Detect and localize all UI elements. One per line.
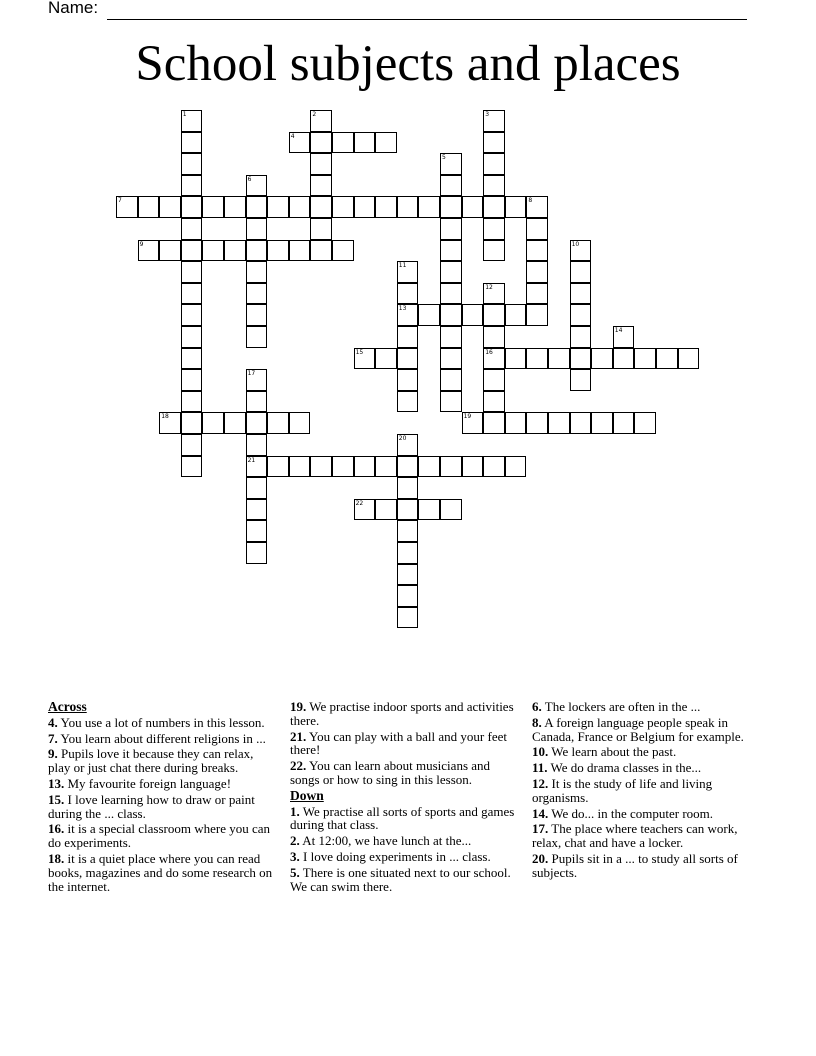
crossword-cell[interactable] [505, 304, 527, 326]
crossword-cell[interactable] [483, 283, 505, 305]
crossword-cell[interactable] [548, 348, 570, 370]
crossword-cell[interactable] [397, 607, 419, 629]
crossword-cell[interactable] [440, 391, 462, 413]
crossword-cell[interactable] [138, 196, 160, 218]
crossword-cell[interactable] [591, 412, 613, 434]
clue-text: it is a quiet place where you can read books, magazines and do some research on the internet. [48, 850, 273, 894]
cell-number: 3 [485, 111, 490, 118]
crossword-cell[interactable] [526, 218, 548, 240]
crossword-cell[interactable] [397, 326, 419, 348]
clue-text: We learn about the past. [548, 744, 677, 760]
crossword-cell[interactable] [613, 326, 635, 348]
cell-number: 9 [139, 240, 144, 248]
worksheet-title: School subjects and places [135, 36, 681, 92]
clue-across-9 [48, 747, 274, 775]
crossword-cell[interactable] [375, 132, 397, 154]
clue-down-14 [532, 807, 768, 821]
crossword-cell[interactable] [246, 261, 268, 283]
crossword-cell[interactable] [246, 283, 268, 305]
crossword-cell[interactable] [526, 196, 548, 218]
clues-column-1 [48, 700, 274, 895]
clue-down-1 [290, 805, 516, 833]
crossword-cell[interactable] [483, 110, 505, 132]
crossword-cell[interactable] [440, 326, 462, 348]
cell-number: 8 [528, 197, 533, 205]
crossword-cell[interactable] [462, 304, 484, 326]
crossword-cell[interactable] [418, 196, 440, 218]
crossword-cell[interactable] [462, 196, 484, 218]
clue-text: I love learning how to draw or paint during the ... class. [48, 791, 255, 821]
crossword-cell[interactable] [462, 456, 484, 478]
crossword-cell[interactable] [267, 240, 289, 262]
crossword-cell[interactable] [397, 391, 419, 413]
crossword-cell[interactable] [440, 283, 462, 305]
crossword-cell[interactable] [570, 326, 592, 348]
clue-text: You learn about different religions in ... [57, 730, 266, 746]
crossword-cell[interactable] [505, 196, 527, 218]
crossword-cell[interactable] [440, 261, 462, 283]
clue-number: 20. [532, 850, 549, 866]
crossword-cell[interactable] [246, 196, 268, 218]
crossword-cell[interactable] [246, 520, 268, 542]
clue-text: I love doing experiments in ... class. [299, 848, 491, 864]
crossword-cell[interactable] [246, 304, 268, 326]
crossword-cell[interactable] [505, 456, 527, 478]
clue-down-8 [532, 716, 768, 744]
clue-number: 1. [290, 803, 300, 819]
clue-down-20 [532, 852, 768, 880]
clue-text: It is the study of life and living organisms. [532, 775, 713, 805]
cell-number: 1 [182, 111, 187, 118]
crossword-cell[interactable] [483, 369, 505, 391]
clue-number: 21. [290, 728, 307, 744]
clue-number: 10. [532, 744, 549, 760]
crossword-cell[interactable] [267, 196, 289, 218]
crossword-cell[interactable] [418, 304, 440, 326]
crossword-cell[interactable] [483, 196, 505, 218]
cell-number: 18 [161, 413, 169, 421]
crossword-cell[interactable] [440, 499, 462, 521]
clue-number: 22. [290, 758, 307, 774]
crossword-cell[interactable] [181, 391, 203, 413]
crossword-cell[interactable] [354, 499, 376, 521]
cell-number: 5 [442, 154, 446, 162]
crossword-cell[interactable] [591, 348, 613, 370]
crossword-cell[interactable] [289, 240, 311, 262]
crossword-cell[interactable] [332, 240, 354, 262]
crossword-cell[interactable] [246, 477, 268, 499]
clue-number: 17. [532, 821, 549, 837]
crossword-cell[interactable] [224, 412, 246, 434]
crossword-cell[interactable] [246, 218, 268, 240]
crossword-cell[interactable] [613, 412, 635, 434]
crossword-cell[interactable] [181, 348, 203, 370]
crossword-cell[interactable] [310, 153, 332, 175]
cell-number: 15 [355, 348, 364, 356]
clue-number: 4. [48, 714, 58, 730]
crossword-cell[interactable] [483, 218, 505, 240]
cell-number: 11 [398, 262, 407, 270]
crossword-cell[interactable] [397, 477, 419, 499]
crossword-cell[interactable] [397, 196, 419, 218]
crossword-cell[interactable] [505, 348, 527, 370]
cell-number: 7 [118, 197, 122, 205]
clues-column-3 [532, 700, 768, 882]
crossword-cell[interactable] [181, 261, 203, 283]
crossword-cell[interactable] [483, 132, 505, 154]
clue-text: We do... in the computer room. [548, 805, 714, 821]
crossword-cell[interactable] [181, 283, 203, 305]
crossword-cell[interactable] [526, 304, 548, 326]
crossword-cell[interactable] [181, 175, 203, 197]
cell-number: 17 [247, 370, 256, 378]
clue-text: A foreign language people speak in Canada, France or Belgium for example. [532, 714, 744, 744]
cell-number: 10 [571, 240, 580, 248]
crossword-cell[interactable] [375, 196, 397, 218]
crossword-cell[interactable] [440, 240, 462, 262]
crossword-cell[interactable] [483, 304, 505, 326]
crossword-cell[interactable] [634, 348, 656, 370]
crossword-cell[interactable] [570, 304, 592, 326]
clue-number: 8. [532, 714, 542, 730]
crossword-cell[interactable] [656, 348, 678, 370]
clue-number: 5. [290, 864, 300, 880]
crossword-cell[interactable] [246, 240, 268, 262]
clues-column-2 [290, 700, 516, 895]
crossword-cell[interactable] [181, 218, 203, 240]
crossword-cell[interactable] [246, 499, 268, 521]
crossword-cell[interactable] [678, 348, 700, 370]
crossword-cell[interactable] [375, 348, 397, 370]
crossword-cell[interactable] [440, 218, 462, 240]
crossword-cell[interactable] [570, 348, 592, 370]
crossword-cell[interactable] [440, 196, 462, 218]
cell-number: 21 [247, 456, 256, 464]
crossword-cell[interactable] [526, 348, 548, 370]
crossword-cell[interactable] [246, 542, 268, 564]
cell-number: 19 [463, 413, 472, 421]
crossword-cell[interactable] [483, 456, 505, 478]
crossword-cell[interactable] [181, 369, 203, 391]
crossword-cell[interactable] [310, 196, 332, 218]
crossword-cell[interactable] [332, 132, 354, 154]
crossword-cell[interactable] [224, 196, 246, 218]
crossword-cell[interactable] [526, 261, 548, 283]
crossword-cell[interactable] [159, 240, 181, 262]
crossword-cell[interactable] [310, 456, 332, 478]
cell-number: 16 [485, 348, 493, 356]
crossword-cell[interactable] [310, 175, 332, 197]
crossword-cell[interactable] [354, 456, 376, 478]
clue-number: 12. [532, 775, 549, 791]
clue-number: 13. [48, 775, 65, 791]
crossword-cell[interactable] [397, 542, 419, 564]
crossword-cell[interactable] [181, 412, 203, 434]
crossword-cell[interactable] [246, 369, 268, 391]
clue-text: The lockers are often in the ... [541, 699, 701, 714]
clue-text: it is a special classroom where you can do experiments. [48, 821, 271, 851]
crossword-cell[interactable] [526, 412, 548, 434]
crossword-cell[interactable] [526, 240, 548, 262]
crossword-cell[interactable] [570, 261, 592, 283]
crossword-cell[interactable] [181, 456, 203, 478]
crossword-cell[interactable] [181, 434, 203, 456]
crossword-cell[interactable] [397, 369, 419, 391]
clue-number: 14. [532, 805, 549, 821]
crossword-cell[interactable] [289, 196, 311, 218]
crossword-cell[interactable] [440, 175, 462, 197]
crossword-cell[interactable] [224, 240, 246, 262]
crossword-cell[interactable] [202, 196, 224, 218]
crossword-cell[interactable] [483, 348, 505, 370]
crossword-cell[interactable] [246, 434, 268, 456]
crossword-cell[interactable] [310, 240, 332, 262]
crossword-cell[interactable] [397, 585, 419, 607]
crossword-cell[interactable] [181, 240, 203, 262]
clue-down-12 [532, 777, 768, 805]
clue-text: We practise all sorts of sports and games during that class. [290, 803, 515, 833]
crossword-cell[interactable] [440, 456, 462, 478]
crossword-cell[interactable] [505, 412, 527, 434]
crossword-cell[interactable] [289, 456, 311, 478]
clue-number: 9. [48, 746, 58, 762]
crossword-cell[interactable] [289, 132, 311, 154]
clue-text: Pupils love it because they can relax, play or just chat there during breaks. [48, 746, 254, 776]
crossword-cell[interactable] [310, 132, 332, 154]
crossword-cell[interactable] [246, 326, 268, 348]
clue-down-17 [532, 822, 768, 850]
crossword-cell[interactable] [116, 196, 138, 218]
crossword-cell[interactable] [483, 326, 505, 348]
clue-number: 3. [290, 848, 300, 864]
clue-number: 16. [48, 821, 65, 837]
down-heading: Down [290, 787, 324, 803]
crossword-cell[interactable] [181, 132, 203, 154]
crossword-cell[interactable] [462, 412, 484, 434]
crossword-cell[interactable] [483, 412, 505, 434]
crossword-cell[interactable] [246, 456, 268, 478]
cell-number: 22 [355, 499, 364, 507]
crossword-cell[interactable] [483, 391, 505, 413]
clue-text: You can learn about musicians and songs or how to sing in this lesson. [290, 758, 491, 787]
clue-number: 18. [48, 850, 65, 866]
crossword-cell[interactable] [634, 412, 656, 434]
clue-down-3 [290, 850, 516, 864]
cell-number: 2 [312, 111, 317, 118]
crossword-cell[interactable] [440, 153, 462, 175]
clue-text: You can play with a ball and your feet there! [290, 728, 507, 758]
clue-text: The place where teachers can work, relax, chat and have a locker. [532, 821, 738, 851]
crossword-cell[interactable] [548, 412, 570, 434]
crossword-cell[interactable] [375, 456, 397, 478]
crossword-cell[interactable] [397, 564, 419, 586]
clue-number: 19. [290, 699, 307, 714]
clue-text: We do drama classes in the... [547, 760, 702, 776]
crossword-cell[interactable] [332, 456, 354, 478]
crossword-cell[interactable] [440, 348, 462, 370]
clue-number: 11. [532, 760, 548, 776]
crossword-cell[interactable] [483, 240, 505, 262]
clue-across-16 [48, 822, 274, 850]
crossword-cell[interactable] [354, 348, 376, 370]
cell-number: 6 [247, 175, 252, 183]
clue-across-4 [48, 716, 274, 730]
crossword-cell[interactable] [397, 348, 419, 370]
crossword-cell[interactable] [181, 110, 203, 132]
clue-number: 6. [532, 699, 542, 714]
crossword-cell[interactable] [397, 261, 419, 283]
cell-number: 20 [398, 435, 407, 442]
crossword-cell[interactable] [267, 456, 289, 478]
crossword-cell[interactable] [332, 196, 354, 218]
crossword-cell[interactable] [267, 412, 289, 434]
clue-down-2 [290, 834, 516, 848]
crossword-cell[interactable] [181, 304, 203, 326]
clue-text: At 12:00, we have lunch at the... [299, 833, 472, 849]
clue-text: There is one situated next to our school. We can swim there. [290, 864, 511, 894]
clue-text: We practise indoor sports and activities there. [290, 699, 514, 728]
clue-across-13 [48, 777, 274, 791]
crossword-cell[interactable] [159, 196, 181, 218]
clue-number: 15. [48, 791, 65, 807]
crossword-cell[interactable] [570, 412, 592, 434]
crossword-cell[interactable] [397, 520, 419, 542]
crossword-cell[interactable] [570, 283, 592, 305]
clue-down-10 [532, 745, 768, 759]
clue-down-5 [290, 866, 516, 894]
crossword-cell[interactable] [418, 456, 440, 478]
crossword-cell[interactable] [310, 218, 332, 240]
crossword-cell[interactable] [354, 196, 376, 218]
crossword-cell[interactable] [246, 391, 268, 413]
crossword-cell[interactable] [246, 175, 268, 197]
crossword-cell[interactable] [202, 240, 224, 262]
clue-down-11 [532, 761, 768, 775]
across-heading: Across [48, 699, 87, 714]
crossword-cell[interactable] [159, 412, 181, 434]
cell-number: 13 [398, 305, 407, 313]
crossword-cell[interactable] [289, 412, 311, 434]
crossword-cell[interactable] [570, 240, 592, 262]
clue-number: 7. [48, 730, 58, 746]
clue-across-19 [290, 700, 516, 728]
clue-across-21 [290, 730, 516, 758]
crossword-cell[interactable] [138, 240, 160, 262]
crossword-cell[interactable] [418, 499, 440, 521]
clue-text: You use a lot of numbers in this lesson. [57, 714, 265, 730]
clue-across-15 [48, 793, 274, 821]
clue-down-6 [532, 700, 768, 714]
crossword-cell[interactable] [181, 196, 203, 218]
crossword-cell[interactable] [397, 456, 419, 478]
cell-number: 14 [614, 327, 623, 334]
clue-across-22 [290, 759, 516, 787]
name-label: Name: [48, 0, 103, 17]
clue-across-7 [48, 732, 274, 746]
clue-number: 2. [290, 833, 300, 849]
crossword-cell[interactable] [246, 412, 268, 434]
cell-number: 12 [485, 283, 493, 291]
crossword-cell[interactable] [397, 283, 419, 305]
crossword-cell[interactable] [483, 153, 505, 175]
crossword-cell[interactable] [613, 348, 635, 370]
crossword-cell[interactable] [181, 326, 203, 348]
crossword-cell[interactable] [397, 499, 419, 521]
clue-text: Pupils sit in a ... to study all sorts of subjects. [532, 850, 738, 880]
cell-number: 4 [290, 132, 295, 140]
crossword-cell[interactable] [354, 132, 376, 154]
crossword-cell[interactable] [570, 369, 592, 391]
crossword-cell[interactable] [440, 304, 462, 326]
crossword-cell[interactable] [397, 434, 419, 456]
crossword-cell[interactable] [440, 369, 462, 391]
crossword-cell[interactable] [181, 153, 203, 175]
crossword-cell[interactable] [483, 175, 505, 197]
crossword-cell[interactable] [202, 412, 224, 434]
clue-across-18 [48, 852, 274, 893]
crossword-cell[interactable] [310, 110, 332, 132]
clue-text: My favourite foreign language! [64, 775, 232, 791]
crossword-cell[interactable] [397, 304, 419, 326]
crossword-cell[interactable] [375, 499, 397, 521]
crossword-cell[interactable] [526, 283, 548, 305]
